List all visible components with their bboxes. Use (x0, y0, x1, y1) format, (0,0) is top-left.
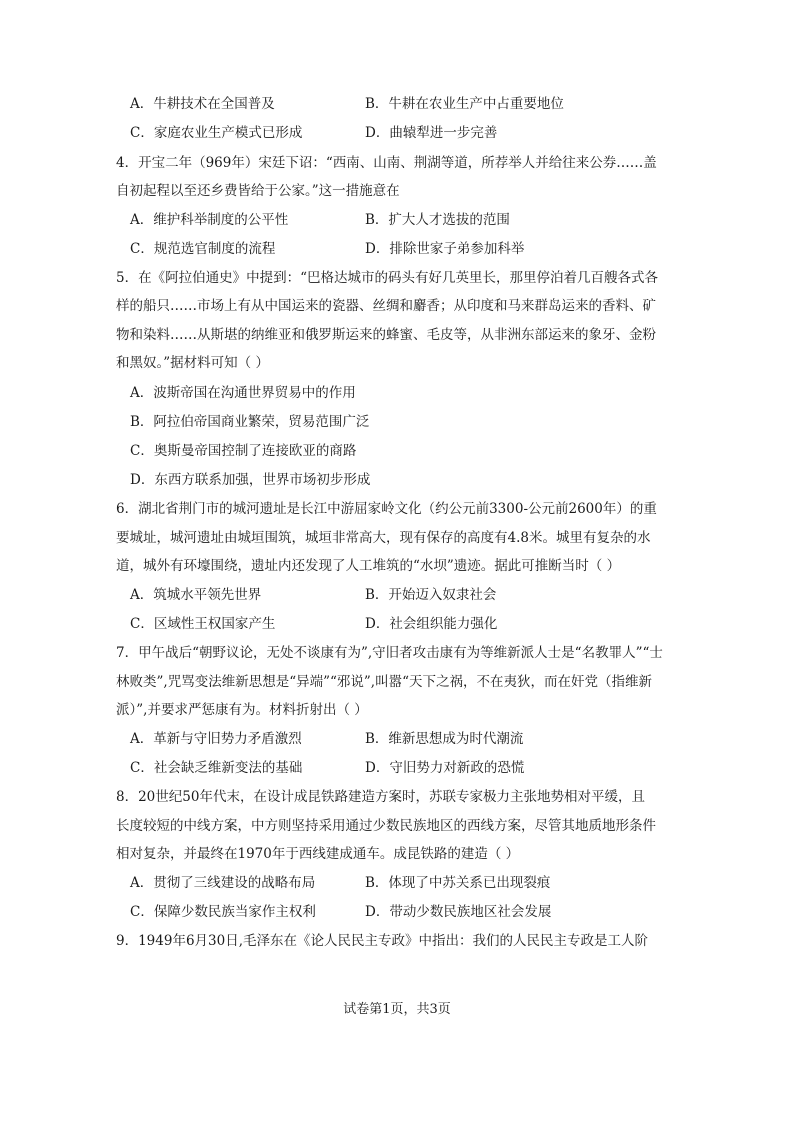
q7-option-a: A．革新与守旧势力矛盾激烈 (130, 731, 302, 747)
q6-option-c: C．区域性王权国家产生 (130, 616, 276, 632)
q3-option-c: C．家庭农业生产模式已形成 (130, 125, 303, 141)
q4-option-a: A．维护科举制度的公平性 (130, 212, 289, 228)
q7-option-b: B．维新思想成为时代潮流 (365, 731, 524, 747)
q7-stem-line-1: 7．甲午战后“朝野议论，无处不谈康有为”,守旧者攻击康有为等维新派人士是“名教罪人”“士 (116, 645, 663, 661)
q5-option-b: B．阿拉伯帝国商业繁荣，贸易范围广泛 (130, 414, 370, 430)
q5-stem-line-3: 物和染料……从斯堪的纳维亚和俄罗斯运来的蜂蜜、毛皮等，从非洲东部运来的象牙、金粉 (116, 327, 656, 343)
q8-stem-line-1: 8．20世纪50年代末，在设计成昆铁路建造方案时，苏联专家极力主张地势相对平缓，且 (116, 789, 645, 805)
q5-stem-line-2: 样的船只……市场上有从中国运来的瓷器、丝绸和麝香；从印度和马来群岛运来的香料、矿 (116, 298, 656, 314)
q3-option-d: D．曲辕犁进一步完善 (365, 125, 498, 141)
q8-option-b: B．体现了中苏关系已出现裂痕 (365, 875, 551, 891)
q5-stem-line-1: 5．在《阿拉伯通史》中提到：“巴格达城市的码头有好几英里长，那里停泊着几百艘各式各 (116, 270, 658, 286)
q7-option-c: C．社会缺乏维新变法的基础 (130, 760, 303, 776)
q3-option-a: A．牛耕技术在全国普及 (130, 96, 275, 112)
q6-stem-line-1: 6．湖北省荆门市的城河遗址是长江中游屈家岭文化（约公元前3300-公元前2600年）的重 (116, 501, 657, 517)
q4-option-c: C．规范选官制度的流程 (130, 241, 276, 257)
q8-stem-line-3: 相对复杂，并最终在1970年于西线建成通车。成昆铁路的建造（ ） (116, 846, 520, 862)
q5-option-c: C．奥斯曼帝国控制了连接欧亚的商路 (130, 443, 357, 459)
q5-option-d: D．东西方联系加强，世界市场初步形成 (130, 472, 371, 488)
q6-option-a: A．筑城水平领先世界 (130, 587, 262, 603)
q8-option-c: C．保障少数民族当家作主权利 (130, 904, 316, 920)
page-footer: 试卷第1页，共3页 (343, 1002, 451, 1017)
q5-option-a: A．波斯帝国在沟通世界贸易中的作用 (130, 385, 356, 401)
q5-stem-line-4: 和黑奴。”据材料可知（ ） (116, 355, 269, 371)
q6-option-b: B．开始迈入奴隶社会 (365, 587, 497, 603)
q8-option-a: A．贯彻了三线建设的战略布局 (130, 875, 316, 891)
q4-option-d: D．排除世家子弟参加科举 (365, 241, 525, 257)
q3-option-b: B．牛耕在农业生产中占重要地位 (365, 96, 564, 112)
q6-option-d: D．社会组织能力强化 (365, 616, 498, 632)
q4-stem-line-1: 4．开宝二年（969年）宋廷下诏：“西南、山南、荆湖等道，所荐举人并给往来公券……盖 (116, 155, 657, 171)
q7-stem-line-3: 派）”,并要求严惩康有为。材料折射出（ ） (116, 702, 368, 718)
q6-stem-line-2: 要城址，城河遗址由城垣围筑，城垣非常高大，现有保存的高度有4.8米。城里有复杂的水 (116, 530, 651, 546)
q8-option-d: D．带动少数民族地区社会发展 (365, 904, 552, 920)
q4-option-b: B．扩大人才选拔的范围 (365, 212, 510, 228)
q8-stem-line-2: 长度较短的中线方案，中方则坚持采用通过少数民族地区的西线方案，尽管其地质地形条件 (116, 818, 656, 834)
q7-stem-line-2: 林败类”,咒骂变法维新思想是“异端”“邪说”,叫嚣“天下之祸，不在夷狄，而在奸党（指维新 (116, 674, 652, 690)
q6-stem-line-3: 道，城外有环壕围绕，遗址内还发现了人工堆筑的“水坝”遗迹。据此可推断当时（ ） (116, 558, 621, 574)
q7-option-d: D．守旧势力对新政的恐慌 (365, 760, 525, 776)
q9-stem-line-1: 9．1949年6月30日,毛泽东在《论人民民主专政》中指出：我们的人民民主专政是工人阶 (116, 933, 649, 949)
q4-stem-line-2: 自初起程以至还乡费皆给于公家。”这一措施意在 (116, 183, 400, 199)
